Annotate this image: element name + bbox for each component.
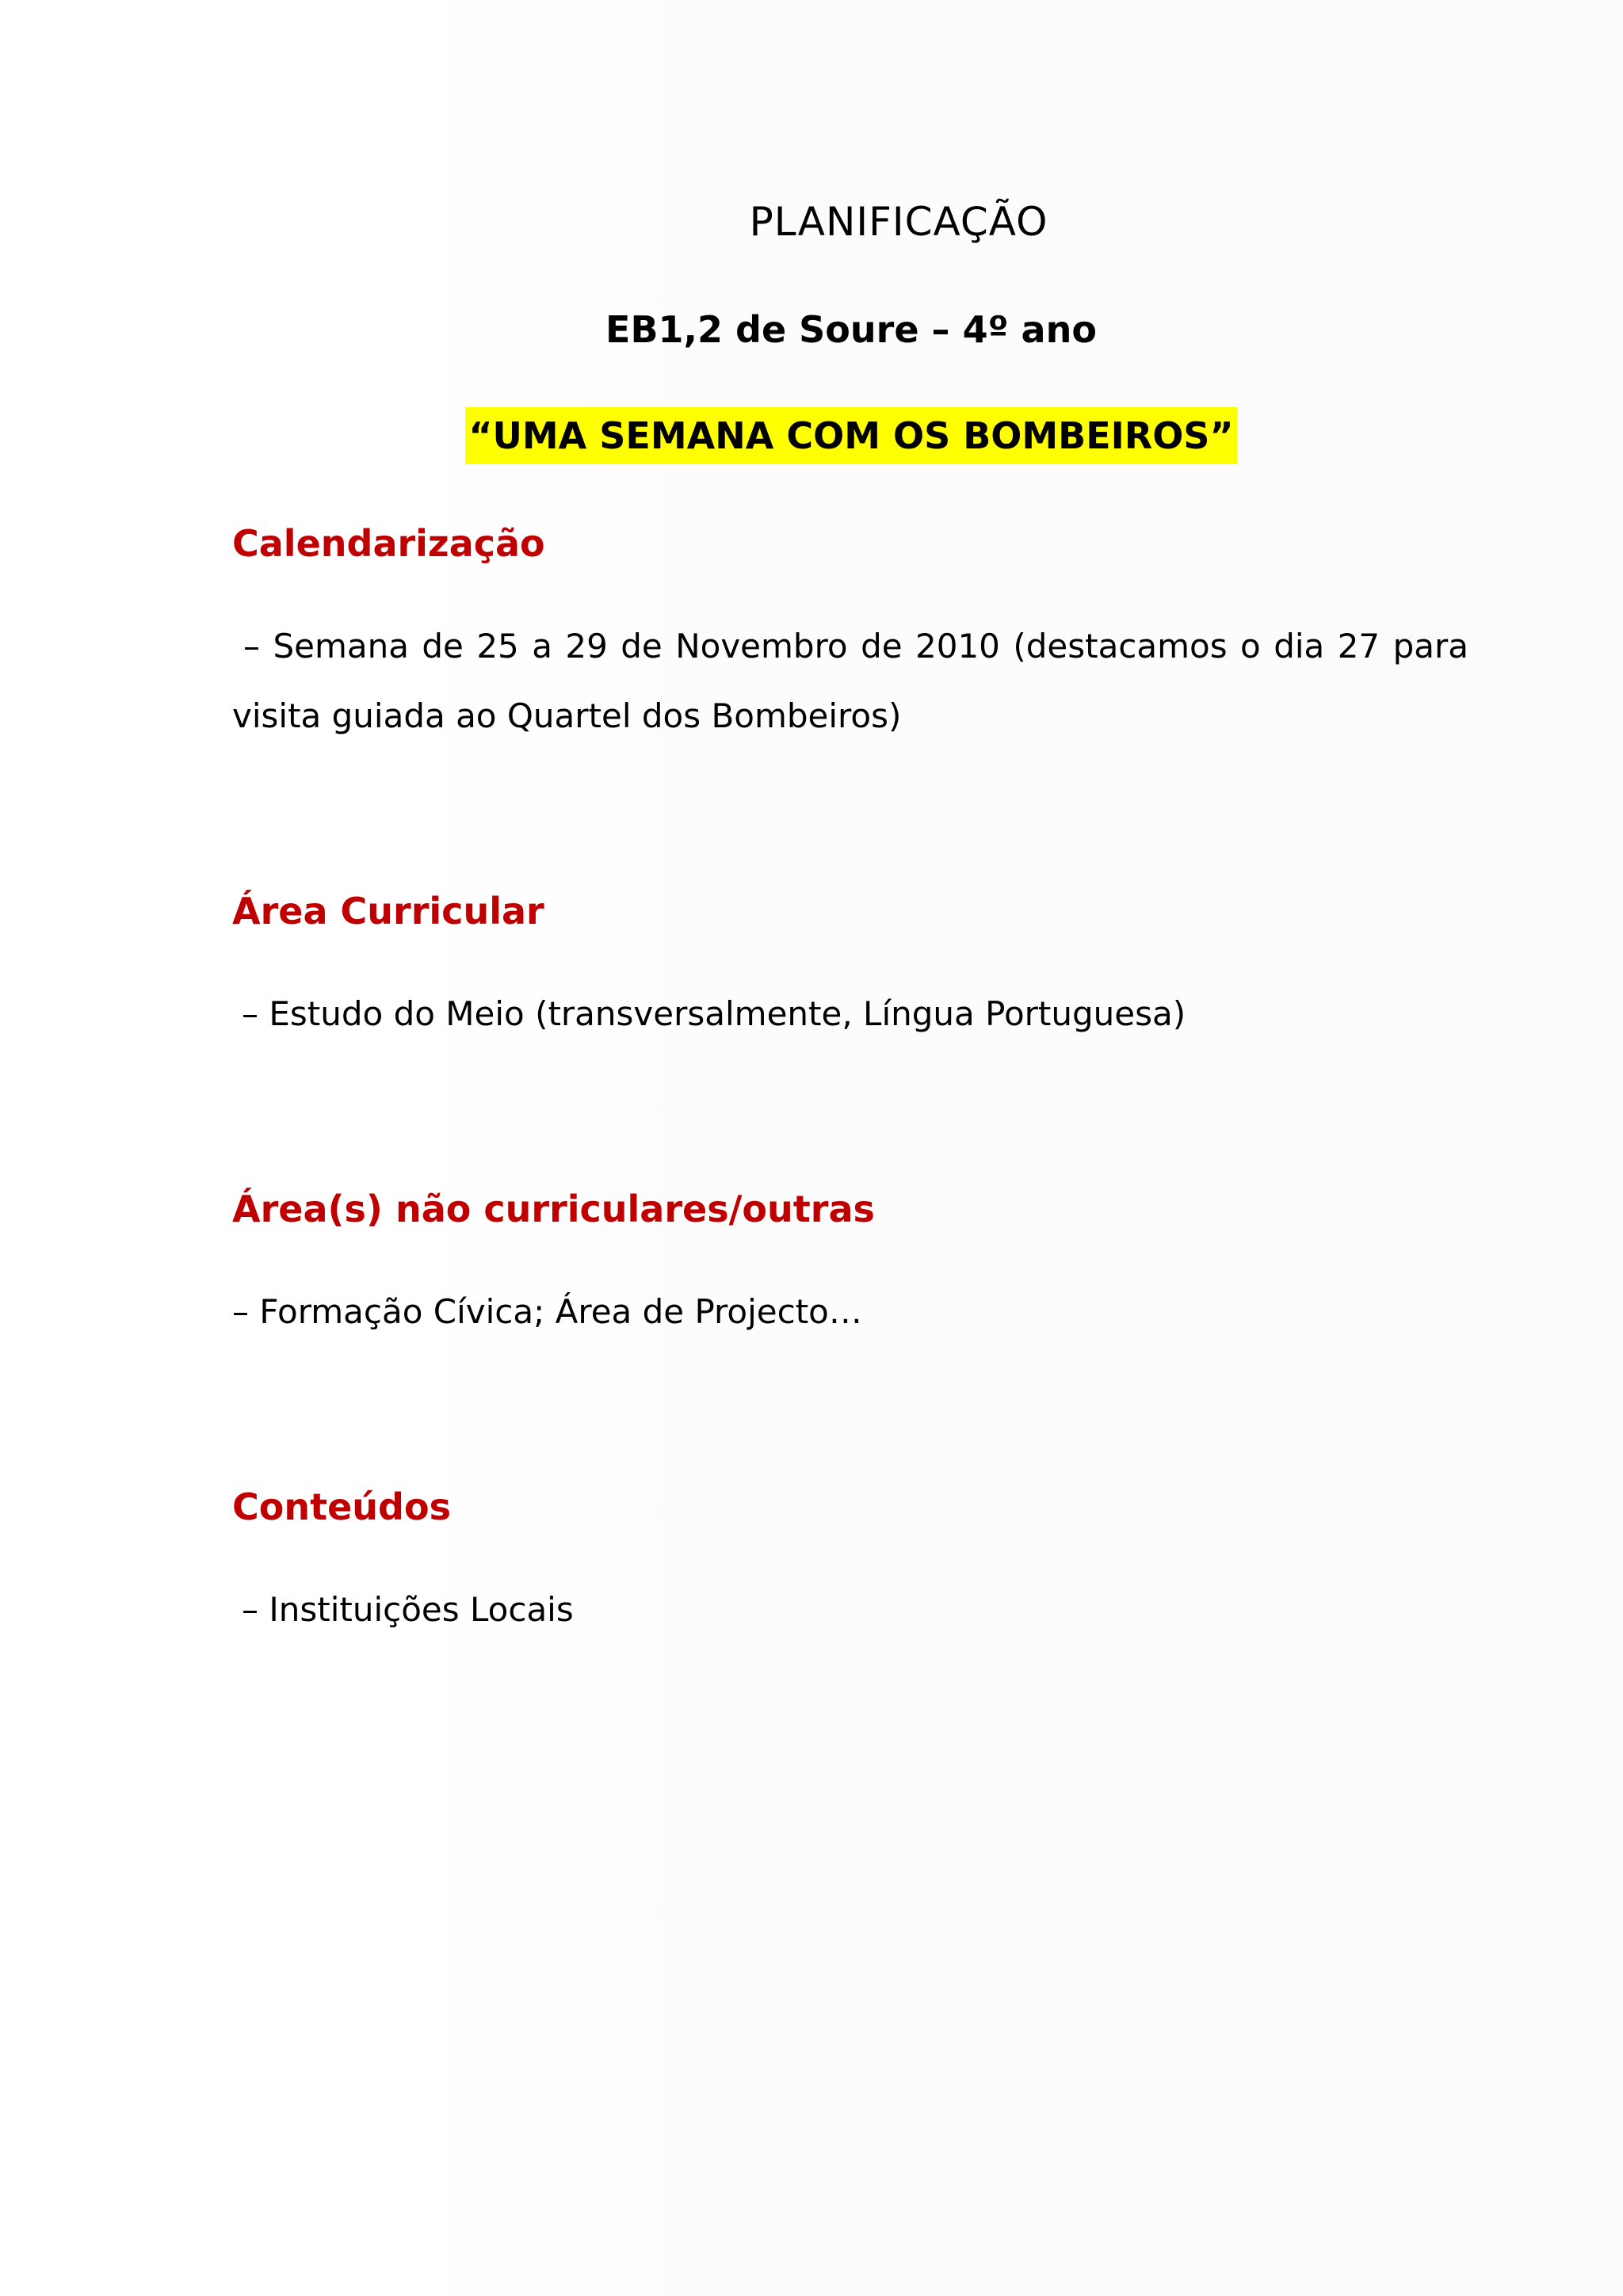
section-heading-area-curricular: Área Curricular xyxy=(232,890,544,933)
theme-line xyxy=(0,407,1623,464)
school-subtitle: EB1,2 de Soure – 4º ano xyxy=(605,308,1097,351)
calendarizacao-text: – Semana de 25 a 29 de Novembro de 2010 (destacamos o dia 27 para visita guiada ao Quartel dos Bombeiros) xyxy=(232,627,1468,735)
section-heading-areas-nao-curriculares: Área(s) não curriculares/outras xyxy=(232,1188,875,1230)
section-text-area-curricular: – Estudo do Meio (transversalmente, Língua Portuguesa) xyxy=(242,994,1186,1033)
section-text-areas-nao-curriculares: – Formação Cívica; Área de Projecto… xyxy=(232,1292,862,1331)
section-text-calendarizacao xyxy=(232,612,1468,751)
section-heading-conteudos: Conteúdos xyxy=(232,1486,451,1528)
theme-highlighted-title: “UMA SEMANA COM OS BOMBEIROS” xyxy=(465,407,1236,464)
section-text-conteudos: – Instituições Locais xyxy=(242,1590,574,1629)
section-heading-calendarizacao: Calendarização xyxy=(232,522,545,565)
page-title: PLANIFICAÇÃO xyxy=(749,199,1048,245)
